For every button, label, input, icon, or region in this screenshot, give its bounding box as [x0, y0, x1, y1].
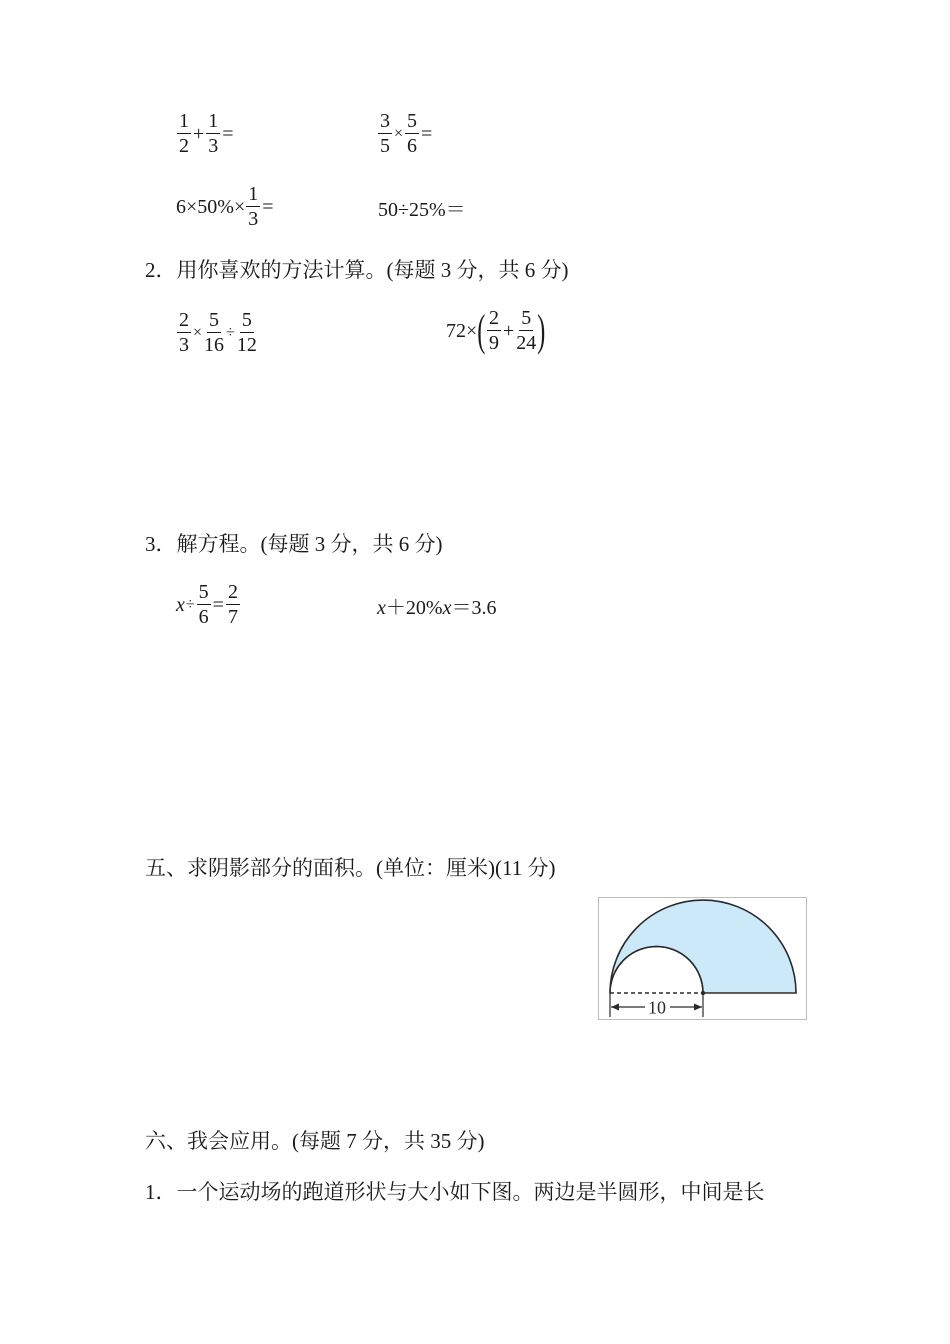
fraction: $\frac{5}{16}$ [204, 309, 225, 356]
right-parenthesis: ) [537, 305, 546, 355]
question-2-heading: 2．用你喜欢的方法计算。(每题 3 分，共 6 分) [145, 258, 569, 282]
fraction: $\frac{2}{3}$ [179, 309, 189, 356]
section-6-question-1: 1．一个运动场的跑道形状与大小如下图。两边是半圆形，中间是长 [145, 1180, 765, 1204]
arrowhead-left [611, 1004, 619, 1011]
q3-equation-2: x ＋20% x ＝3.6 [377, 597, 497, 619]
left-parenthesis: ( [477, 305, 486, 355]
fraction: $\frac{1}{3}$ [248, 183, 259, 230]
arrowhead-right [694, 1004, 702, 1011]
expression-six-times-percent: 6×50%× $\frac{1}{3}$ = [176, 183, 274, 230]
q3-equation-1: x ÷ $\frac{5}{6}$ = $\frac{2}{7}$ [176, 581, 238, 628]
expression-three-fifths-times-five-sixths: $\frac{3}{5}$ × $\frac{5}{6}$ = [380, 110, 433, 157]
fraction: $\frac{5}{24}$ [516, 307, 537, 354]
fraction: $\frac{3}{5}$ [380, 110, 390, 157]
section-6-heading: 六、我会应用。(每题 7 分，共 35 分) [145, 1129, 485, 1153]
expression-half-plus-third: $\frac{1}{2}$ + $\frac{1}{3}$ = [179, 110, 234, 157]
large-semicircle [610, 900, 796, 993]
q2-expression-2: 72× ( $\frac{2}{9}$ + $\frac{5}{24}$ ) [446, 305, 546, 355]
fraction: $\frac{1}{2}$ [179, 110, 189, 157]
fraction: $\frac{1}{3}$ [208, 110, 219, 157]
question-3-heading: 3．解方程。(每题 3 分，共 6 分) [145, 532, 443, 556]
fraction: $\frac{2}{9}$ [488, 307, 499, 354]
q2-expression-1: $\frac{2}{3}$ × $\frac{5}{16}$ ÷ $\frac{5}{12}$ [179, 309, 257, 356]
fraction: $\frac{5}{6}$ [198, 581, 209, 628]
fraction: $\frac{5}{12}$ [236, 309, 257, 356]
expression-fifty-div-percent: 50÷25%＝ [378, 199, 466, 221]
section-5-heading: 五、求阴影部分的面积。(单位：厘米)(11 分) [145, 856, 556, 880]
fraction: $\frac{5}{6}$ [407, 110, 418, 157]
dimension-label: 10 [648, 997, 666, 1018]
shaded-area-figure [598, 897, 807, 1020]
fraction: $\frac{2}{7}$ [227, 581, 238, 628]
semicircle-diagram [599, 898, 806, 1019]
